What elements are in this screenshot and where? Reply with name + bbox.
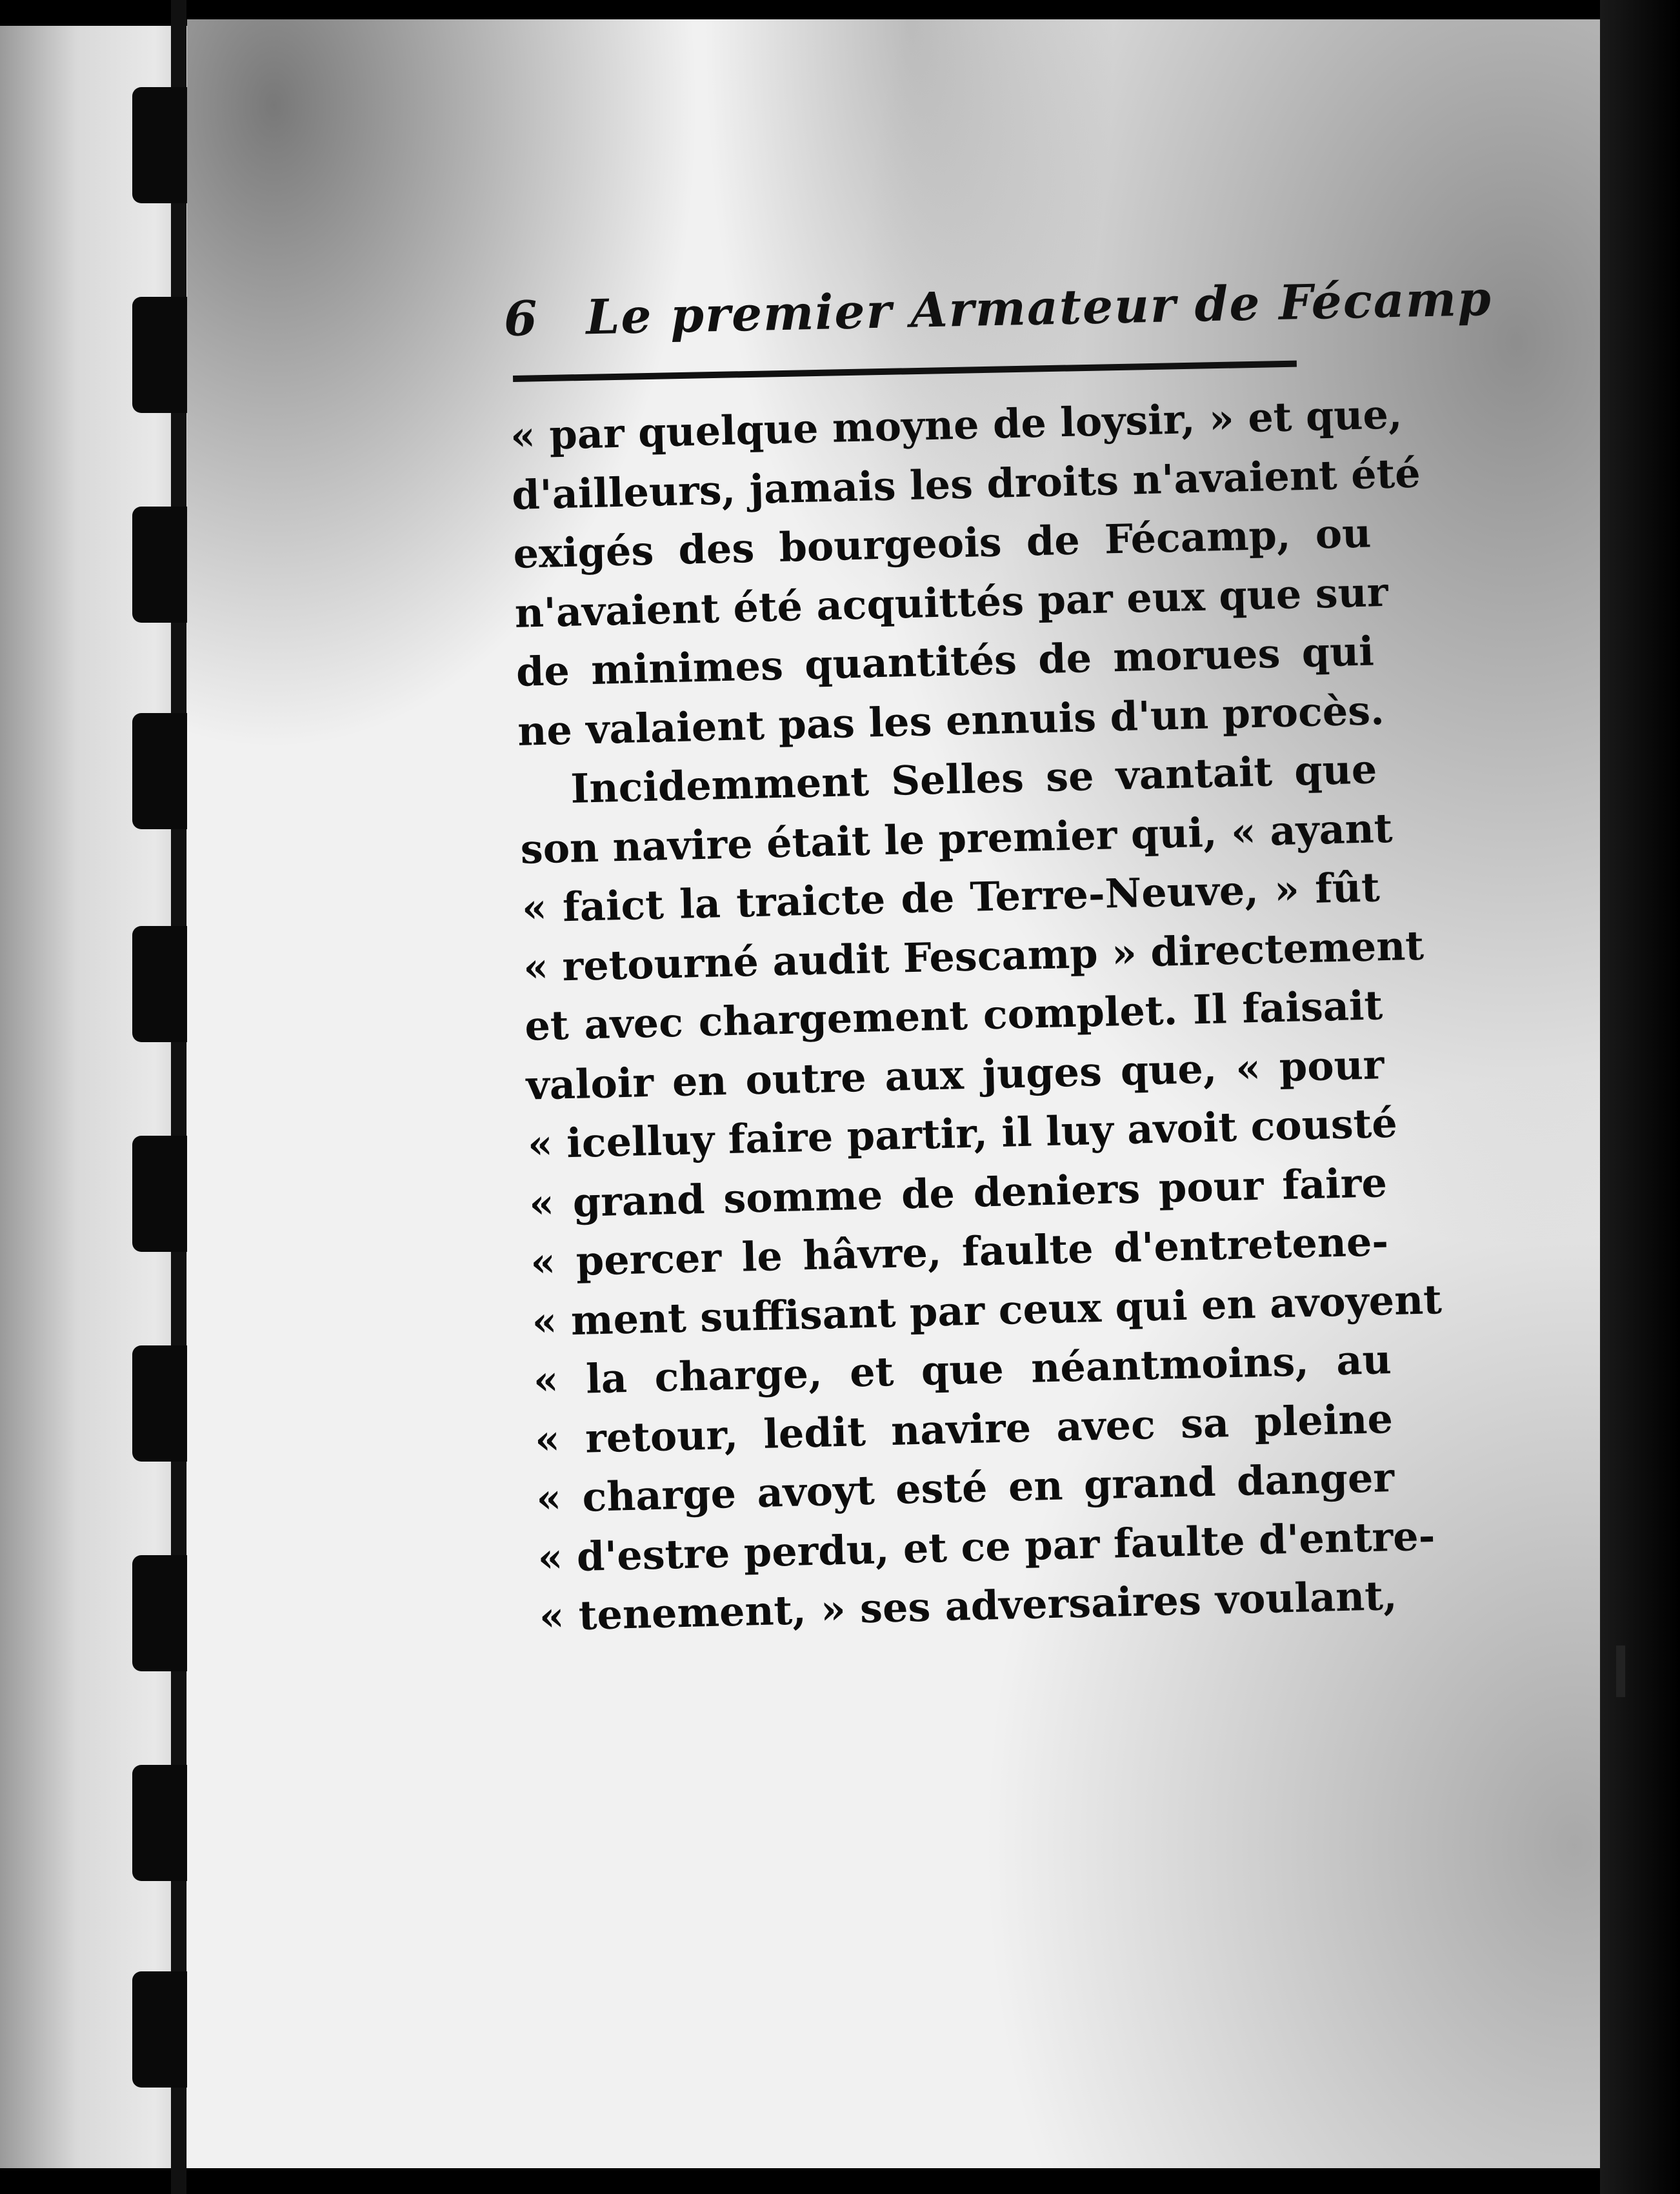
text-line: « la charge, et que néantmoins, au <box>532 1336 1392 1404</box>
text-line: « par quelque moyne de loysir, » et que, <box>510 390 1403 459</box>
text-line: « tenement, » ses adversaires voulant, <box>538 1571 1398 1640</box>
text-line: et avec chargement complet. Il faisait <box>524 981 1383 1050</box>
text-line: Incidemment Selles se vantait que <box>570 745 1378 812</box>
text-line: « percer le hâvre, faulte d'entretene- <box>530 1218 1389 1286</box>
text-line: « retourné audit Fescamp » directement <box>523 921 1425 991</box>
text-line: exigés des bourgeois de Fécamp, ou <box>512 509 1372 578</box>
text-line: d'ailleurs, jamais les droits n'avaient été <box>511 449 1421 519</box>
body-text <box>510 386 1443 1646</box>
text-line: valoir en outre aux juges que, « pour <box>525 1040 1385 1109</box>
text-line: « grand somme de deniers pour faire <box>528 1158 1388 1227</box>
text-line: « faict la traicte de Terre-Neuve, » fût <box>521 863 1381 932</box>
text-line: « charge avoyt esté en grand danger <box>535 1454 1395 1522</box>
text-line: « ment suffisant par ceux qui en avoyent <box>531 1275 1443 1345</box>
page-edge-mark <box>1616 1646 1625 1697</box>
text-line: n'avaient été acquittés par eux que sur <box>514 568 1389 637</box>
text-line: ne valaient pas les ennuis d'un procès. <box>517 686 1385 755</box>
page-number: 6 <box>503 290 538 347</box>
running-title: Le premier Armateur de Fécamp <box>585 270 1493 346</box>
text-line: son navire était le premier qui, « ayant <box>519 804 1394 873</box>
text-line: « retour, ledit navire avec sa pleine <box>534 1394 1394 1464</box>
text-line: « d'estre perdu, et ce par faulte d'entre- <box>537 1511 1436 1581</box>
page-right-shadow <box>1600 0 1680 2194</box>
text-line: de minimes quantités de morues qui <box>515 627 1375 696</box>
text-line: « icelluy faire partir, il luy avoit cousté <box>527 1099 1398 1168</box>
